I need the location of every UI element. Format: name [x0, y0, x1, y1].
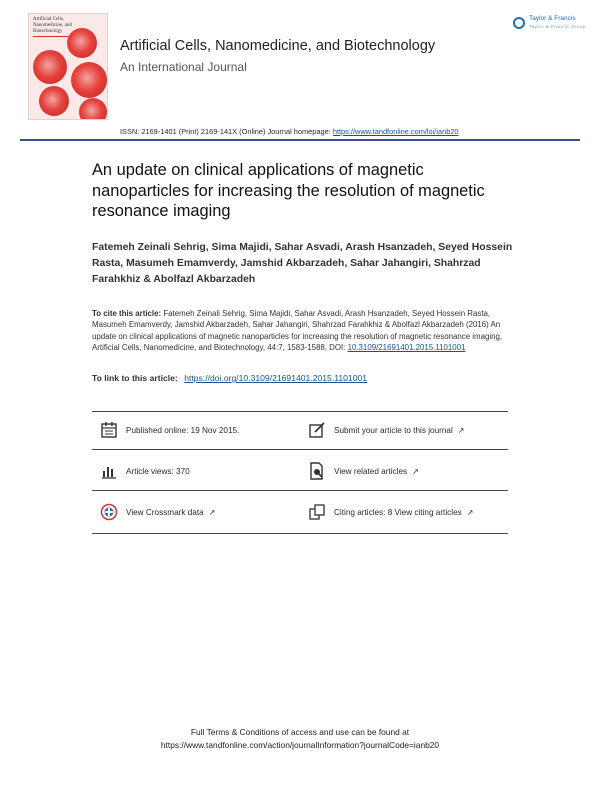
footer-terms-link[interactable]: https://www.tandfonline.com/action/journalInformation?journalCode=ianb20 — [160, 739, 440, 750]
article-title: An update on clinical applications of magnetic nanoparticles for increasing the resolution of magnetic resonance imaging — [92, 161, 485, 220]
citing-articles-icon — [308, 503, 326, 521]
external-link-icon: ↗ — [412, 466, 419, 476]
citing-articles-link[interactable] — [308, 500, 473, 524]
crossmark-icon — [100, 503, 118, 521]
edit-icon — [308, 421, 326, 439]
submit-article-link[interactable] — [308, 418, 464, 442]
article-views-text: Article views: 370 — [126, 466, 190, 476]
publisher-group: Taylor & Francis Group — [529, 24, 587, 29]
blood-cell-decoration — [33, 50, 67, 84]
journal-subtitle: An International Journal — [120, 60, 247, 74]
info-divider — [92, 411, 508, 412]
calendar-icon — [100, 421, 118, 439]
citing-articles-text: Citing articles: 8 View citing articles — [334, 507, 462, 517]
header-divider — [20, 139, 580, 141]
article-authors: Fatemeh Zeinali Sehrig, Sima Majidi, Sahar Asvadi, Arash Hsanzadeh, Seyed Hossein Rasta, Masumeh Emamverdy, Jamshid Akbarzadeh, Sahar Jahangiri, Shahrzad Farahkhiz & Abolfazl Akbarzadeh — [92, 242, 513, 285]
footer-terms — [0, 726, 600, 751]
crossmark-link[interactable] — [100, 500, 215, 524]
crossmark-text: View Crossmark data — [126, 507, 204, 517]
journal-title: Artificial Cells, Nanomedicine, and Biotechnology — [120, 38, 436, 54]
citation-label: To cite this article: — [92, 309, 162, 318]
submit-article-text: Submit your article to this journal — [334, 425, 453, 435]
citation-block — [92, 308, 512, 353]
journal-homepage-link[interactable]: https://www.tandfonline.com/loi/ianb20 — [332, 127, 459, 136]
blood-cell-decoration — [39, 86, 69, 116]
issn-line — [120, 127, 496, 136]
publisher-logo-icon — [513, 17, 525, 29]
article-link-label: To link to this article: — [92, 373, 178, 383]
issn-text: ISSN: 2169-1401 (Print) 2169-141X (Online) Journal homepage: — [120, 127, 331, 136]
info-divider — [92, 490, 508, 491]
article-doi-link[interactable]: https://doi.org/10.3109/21691401.2015.1101001 — [184, 373, 368, 383]
publisher-name: Taylor & Francis — [529, 15, 576, 22]
document-search-icon — [308, 462, 326, 480]
article-views — [100, 459, 190, 483]
info-divider — [92, 533, 508, 534]
bar-chart-icon — [100, 462, 118, 480]
blood-cell-decoration — [71, 62, 107, 98]
related-articles-link[interactable] — [308, 459, 419, 483]
related-articles-text: View related articles — [334, 466, 408, 476]
external-link-icon: ↗ — [466, 507, 474, 517]
citation-doi-link[interactable]: 10.3109/21691401.2015.1101001 — [347, 342, 466, 352]
journal-cover-image — [28, 13, 108, 120]
footer-terms-text: Full Terms & Conditions of access and use can be found at — [190, 727, 410, 737]
blood-cell-decoration — [79, 98, 107, 120]
published-online-text: Published online: 19 Nov 2015. — [126, 425, 240, 435]
publisher-logo[interactable] — [513, 14, 587, 34]
external-link-icon: ↗ — [208, 507, 216, 517]
article-link-row — [92, 373, 512, 383]
blood-cell-decoration — [67, 28, 97, 58]
cover-title: Artificial Cells, Nanomedicine, and Biotechnology — [33, 17, 72, 34]
info-divider — [92, 449, 508, 450]
published-online — [100, 418, 239, 442]
external-link-icon: ↗ — [457, 425, 465, 435]
citation-text: Fatemeh Zeinali Sehrig, Sima Majidi, Sahar Asvadi, Arash Hsanzadeh, Seyed Hossein Rasta, Masumeh Emamverdy, Jamshid Akbarzadeh, Sahar Jahangiri, Shahrzad Farahkhiz & Abolfazl Akbarzadeh (2016) An update on clinical applications of magnetic nanoparticles for increasing the resolution of magnetic resonance imaging, Artificial Cells, Nanomedicine, and Biotechnology, 44:7, 1583-1588, DOI: — [92, 309, 503, 352]
